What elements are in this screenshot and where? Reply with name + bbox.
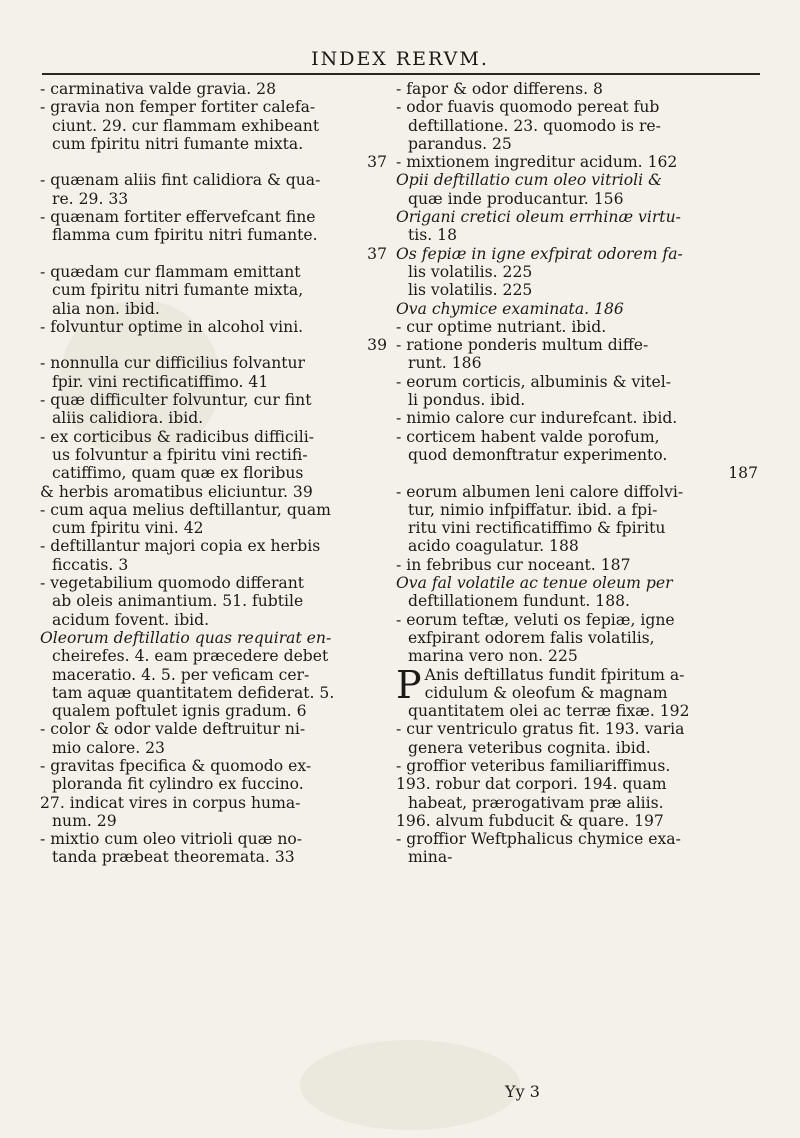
index-line: - cur optime nutriant. ibid.	[396, 317, 607, 336]
index-line: lis volatilis. 225	[408, 262, 533, 281]
index-line: li pondus. ibid.	[408, 391, 526, 410]
index-line: ritu vini rectificatiffimo & fpiritu	[408, 519, 666, 538]
index-line: 196. alvum fubducit & quare. 197	[396, 811, 664, 830]
header-rule	[42, 73, 760, 75]
index-line: Ova fal volatile ac tenue oleum per	[396, 574, 673, 593]
index-line: num. 29	[52, 811, 117, 830]
index-line: ficcatis. 3	[52, 555, 129, 574]
index-line: ab oleis animantium. 51. fubtile	[52, 592, 304, 611]
index-line: - groffior Weftphalicus chymice exa-	[396, 830, 681, 849]
index-line: 27. indicat vires in corpus huma-	[40, 793, 301, 812]
index-line: deftillatione. 23. quomodo is re-	[408, 116, 661, 135]
index-line: 39	[367, 336, 387, 355]
index-line: - nimio calore cur indurefcant. ibid.	[396, 409, 678, 428]
index-line: genera veteribus cognita. ibid.	[408, 738, 651, 757]
drop-cap: P	[396, 662, 422, 707]
index-line: - eorum albumen leni calore diffolvi-	[396, 482, 684, 501]
index-line: 193. robur dat corpori. 194. quam	[396, 775, 667, 794]
paper-stain	[300, 1040, 520, 1130]
index-line: catiffimo, quam quæ ex floribus	[52, 464, 304, 483]
page-header: INDEX RERVM.	[311, 48, 489, 70]
index-line: - cur ventriculo gratus fit. 193. varia	[396, 720, 685, 739]
index-line: Ova chymice examinata. 186	[396, 299, 624, 318]
index-line: ciunt. 29. cur flammam exhibeant	[52, 116, 320, 135]
index-line: - in febribus cur noceant. 187	[396, 555, 631, 574]
index-line: - quænam aliis fint calidiora & qua-	[40, 171, 321, 190]
index-line: - corticem habent valde porofum,	[396, 427, 660, 446]
index-line: parandus. 25	[408, 134, 512, 153]
index-line: - folvuntur optime in alcohol vini.	[40, 317, 304, 336]
index-line: deftillationem fundunt. 188.	[408, 592, 630, 611]
index-line: - mixtionem ingreditur acidum. 162	[396, 153, 678, 172]
index-line: cheirefes. 4. eam præcedere debet	[52, 647, 329, 666]
index-line: - quæ difficulter folvuntur, cur fint	[40, 391, 312, 410]
index-line: - nonnulla cur difficilius folvantur	[40, 354, 305, 373]
index-line: 187	[728, 464, 758, 483]
index-line: lis volatilis. 225	[408, 281, 533, 300]
index-line: alia non. ibid.	[52, 299, 160, 318]
left-column	[40, 80, 395, 867]
index-line: mina-	[408, 848, 453, 867]
index-line: tur, nimio infpiffatur. ibid. a fpi-	[408, 500, 658, 519]
index-line: - cum aqua melius deftillantur, quam	[40, 500, 331, 519]
index-line: - carminativa valde gravia. 28	[40, 80, 276, 98]
index-line: Oleorum deftillatio quas requirat en-	[40, 628, 332, 647]
index-line: & herbis aromatibus eliciuntur. 39	[40, 482, 313, 501]
index-line: runt. 186	[408, 354, 482, 373]
index-line: mio calore. 23	[52, 738, 165, 757]
index-line: - groffior veteribus familiariffimus.	[396, 756, 671, 775]
index-line: aliis calidiora. ibid.	[52, 409, 204, 428]
index-line: 37	[367, 153, 387, 172]
index-line: cum fpiritu nitri fumante mixta.	[52, 134, 304, 153]
index-line: - quædam cur flammam emittant	[40, 262, 301, 281]
index-line: - ratione ponderis multum diffe-	[396, 336, 649, 355]
index-line: - quænam fortiter effervefcant fine	[40, 208, 316, 227]
index-line: us folvuntur a fpiritu vini rectifi-	[52, 445, 308, 464]
index-line: quæ inde producantur. 156	[408, 189, 624, 208]
index-line: - odor fuavis quomodo pereat fub	[396, 98, 660, 117]
index-line: - eorum corticis, albuminis & vitel-	[396, 372, 672, 391]
index-line: Anis deftillatus fundit fpiritum a-	[424, 665, 685, 684]
index-line: marina vero non. 225	[408, 647, 578, 666]
index-line: - eorum teftæ, veluti os fepiæ, igne	[396, 610, 675, 629]
index-line: cum fpiritu nitri fumante mixta,	[52, 281, 304, 300]
index-line: - color & odor valde deftruitur ni-	[40, 720, 306, 739]
index-line: tanda præbeat theoremata. 33	[52, 848, 295, 867]
index-line: habeat, prærogativam præ aliis.	[408, 793, 664, 812]
signature-mark: Yy 3	[505, 1082, 540, 1101]
index-line: flamma cum fpiritu nitri fumante.	[52, 226, 318, 245]
right-column	[396, 80, 766, 867]
index-line: - ex corticibus & radicibus difficili-	[40, 427, 315, 446]
index-line: acido coagulatur. 188	[408, 537, 579, 556]
index-line: tam aquæ quantitatem defiderat. 5.	[52, 683, 335, 702]
index-line: 37	[367, 244, 387, 263]
index-line: fpir. vini rectificatiffimo. 41	[52, 372, 269, 391]
index-line: tis. 18	[408, 226, 458, 245]
index-line: Os fepiæ in igne exfpirat odorem fa-	[396, 244, 683, 263]
index-line: - mixtio cum oleo vitrioli quæ no-	[40, 830, 303, 849]
index-line: quantitatem olei ac terræ fixæ. 192	[408, 702, 690, 721]
index-line: - fapor & odor differens. 8	[396, 80, 603, 98]
index-line: maceratio. 4. 5. per veficam cer-	[52, 665, 310, 684]
index-line: - deftillantur majori copia ex herbis	[40, 537, 321, 556]
index-line: re. 29. 33	[52, 189, 129, 208]
index-line: acidum fovent. ibid.	[52, 610, 210, 629]
index-line: quod demonftratur experimento.	[408, 445, 668, 464]
index-line: cidulum & oleofum & magnam	[424, 683, 668, 702]
index-line: - gravia non femper fortiter calefa-	[40, 98, 316, 117]
index-line: Origani cretici oleum errhinæ virtu-	[396, 208, 681, 227]
index-line: Opii deftillatio cum oleo vitrioli &	[396, 171, 662, 190]
index-line: ploranda fit cylindro ex fuccino.	[52, 775, 304, 794]
index-line: exfpirant odorem falis volatilis,	[408, 628, 655, 647]
index-line: - vegetabilium quomodo differant	[40, 574, 305, 593]
index-line: - gravitas fpecifica & quomodo ex-	[40, 756, 312, 775]
index-line: cum fpiritu vini. 42	[52, 519, 204, 538]
index-line: qualem poftulet ignis gradum. 6	[52, 702, 307, 721]
